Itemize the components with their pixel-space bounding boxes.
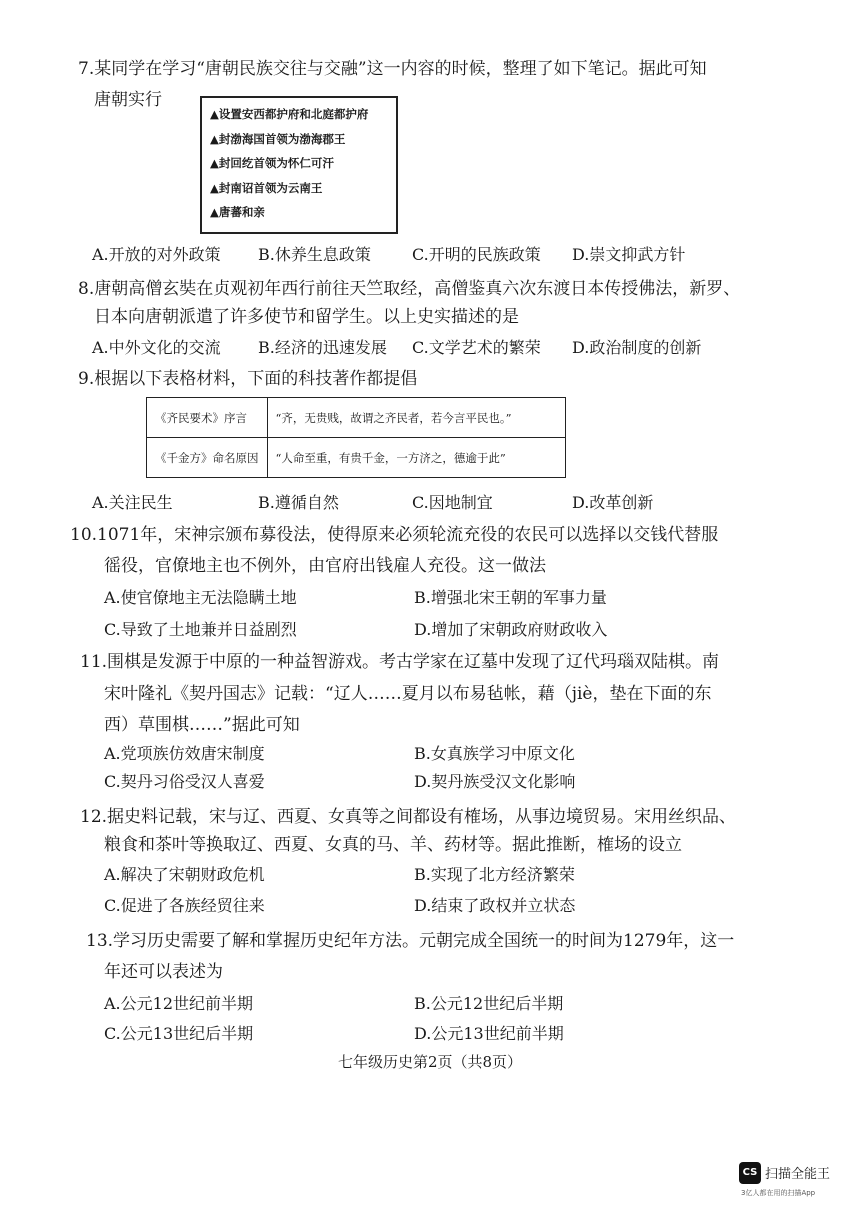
question-9-option-b: B.遵循自然	[258, 493, 339, 512]
question-9-option-d: D.改革创新	[572, 493, 654, 512]
table-cell-quote: “人命至重，有贵千金，一方济之，德逾于此”	[267, 438, 566, 478]
question-12-option-d: D.结束了政权并立状态	[414, 896, 576, 915]
question-12-option-b: B.实现了北方经济繁荣	[414, 865, 575, 884]
question-9-stem: 9.根据以下表格材料，下面的科技著作都提倡	[78, 369, 418, 389]
question-10-stem-line2: 徭役，官僚地主也不例外，由官府出钱雇人充役。这一做法	[104, 556, 546, 576]
watermark-tagline: 3亿人都在用的扫描App	[741, 1189, 816, 1197]
question-9-source-table	[146, 397, 566, 478]
question-8-option-c: C.文学艺术的繁荣	[412, 338, 541, 357]
question-11-stem-line2: 宋叶隆礼《契丹国志》记载：“辽人……夏月以布易毡帐，藉（jiè，垫在下面的东	[104, 684, 712, 704]
question-11-option-b: B.女真族学习中原文化	[414, 744, 575, 763]
question-7-stem-line2: 唐朝实行	[94, 90, 162, 110]
note-item: ▲封回纥首领为怀仁可汗	[210, 156, 334, 170]
question-7-option-b: B.休养生息政策	[258, 245, 371, 264]
question-8-stem-line1: 8.唐朝高僧玄奘在贞观初年西行前往天竺取经，高僧鉴真六次东渡日本传授佛法，新罗、	[78, 279, 741, 299]
question-10-option-b: B.增强北宋王朝的军事力量	[414, 588, 607, 607]
question-12-stem-line2: 粮食和茶叶等换取辽、西夏、女真的马、羊、药材等。据此推断，榷场的设立	[104, 835, 682, 855]
page-footer: 七年级历史第2页（共8页）	[337, 1053, 523, 1071]
note-item: ▲封渤海国首领为渤海郡王	[210, 131, 346, 146]
table-row	[147, 398, 566, 438]
question-7-option-d: D.崇文抑武方针	[572, 245, 686, 264]
question-8-option-a: A.中外文化的交流	[92, 338, 221, 357]
question-13-stem-line2: 年还可以表述为	[104, 962, 223, 982]
table-cell-quote: “齐，无贵贱，故谓之齐民者，若今言平民也。”	[267, 398, 566, 438]
question-9-option-a: A.关注民生	[92, 493, 173, 512]
question-11-option-d: D.契丹族受汉文化影响	[414, 772, 576, 791]
question-13-option-c: C.公元13世纪后半期	[104, 1024, 254, 1043]
question-12-stem-line1: 12.据史料记载，宋与辽、西夏、女真等之间都设有榷场，从事边境贸易。宋用丝织品、	[80, 807, 737, 827]
question-12-option-a: A.解决了宋朝财政危机	[104, 865, 265, 884]
question-11-stem-line1: 11.围棋是发源于中原的一种益智游戏。考古学家在辽墓中发现了辽代玛瑙双陆棋。南	[80, 652, 720, 672]
note-item: ▲唐蕃和亲	[210, 205, 265, 219]
question-7-option-a: A.开放的对外政策	[92, 245, 221, 264]
table-cell-source: 《千金方》命名原因	[147, 438, 268, 478]
question-8-stem-line2: 日本向唐朝派遣了许多使节和留学生。以上史实描述的是	[94, 307, 519, 327]
scanner-watermark	[739, 1162, 849, 1202]
question-10-option-a: A.使官僚地主无法隐瞒土地	[104, 588, 297, 607]
question-10-stem-line1: 10.1071年，宋神宗颁布募役法，使得原来必须轮流充役的农民可以选择以交钱代替服	[70, 525, 719, 545]
question-10-option-c: C.导致了土地兼并日益剧烈	[104, 620, 297, 639]
question-12-option-c: C.促进了各族经贸往来	[104, 896, 265, 915]
table-row	[147, 438, 566, 478]
watermark-app-name: 扫描全能王	[765, 1167, 831, 1182]
question-9-option-c: C.因地制宜	[412, 493, 493, 512]
question-10-option-d: D.增加了宋朝政府财政收入	[414, 620, 608, 639]
question-7-option-c: C.开明的民族政策	[412, 245, 541, 264]
question-13-stem-line1: 13.学习历史需要了解和掌握历史纪年方法。元朝完成全国统一的时间为1279年，这一	[86, 931, 735, 951]
question-11-option-c: C.契丹习俗受汉人喜爱	[104, 772, 265, 791]
note-item: ▲设置安西都护府和北庭都护府	[210, 107, 369, 121]
question-8-option-d: D.政治制度的创新	[572, 338, 702, 357]
question-11-stem-line3: 西）草围棋……”据此可知	[104, 715, 300, 735]
table-cell-source: 《齐民要术》序言	[147, 398, 268, 438]
question-8-option-b: B.经济的迅速发展	[258, 338, 387, 357]
question-13-option-a: A.公元12世纪前半期	[104, 994, 254, 1013]
question-13-option-d: D.公元13世纪前半期	[414, 1024, 564, 1043]
question-7-notes-box	[200, 96, 398, 234]
question-11-option-a: A.党项族仿效唐宋制度	[104, 744, 265, 763]
question-13-option-b: B.公元12世纪后半期	[414, 994, 564, 1013]
question-7-stem-line1: 7.某同学在学习“唐朝民族交往与交融”这一内容的时候，整理了如下笔记。据此可知	[78, 59, 707, 79]
note-item: ▲封南诏首领为云南王	[210, 180, 323, 195]
camscanner-logo-icon: CS	[739, 1162, 761, 1184]
